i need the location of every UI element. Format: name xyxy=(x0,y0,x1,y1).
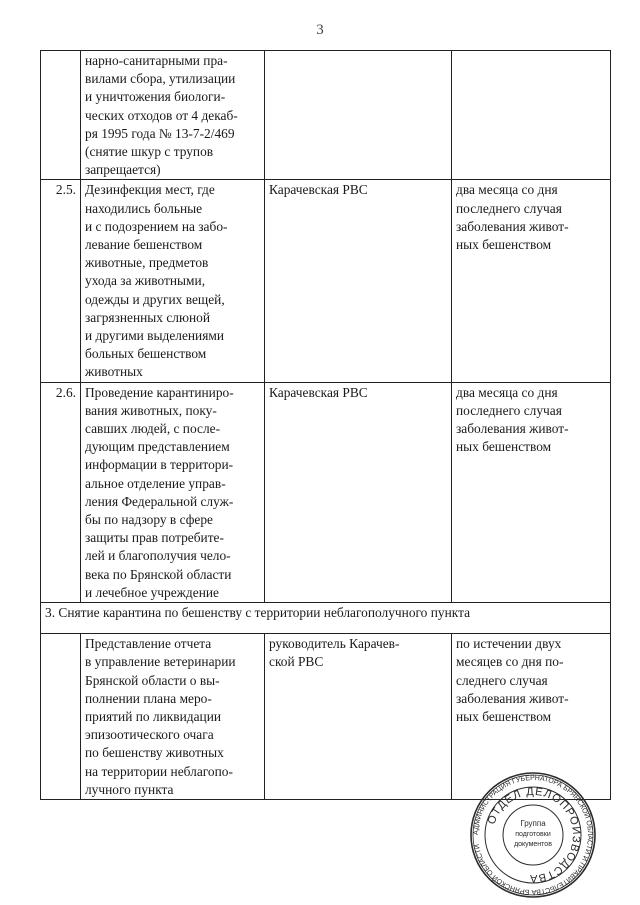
seal-center-line: Группа xyxy=(520,819,546,828)
deadline-cell: два месяца со дня последнего случая заболевания живот- ных бешенством xyxy=(452,382,611,602)
deadline-cell xyxy=(452,51,611,180)
responsible-cell: Карачевская РВС xyxy=(265,180,452,382)
deadline-cell: два месяца со дня последнего случая заболевания живот- ных бешенством xyxy=(452,180,611,382)
seal-center-line: документов xyxy=(514,841,552,848)
table-row xyxy=(41,382,611,602)
responsible-cell: руководитель Карачев- ской РВС xyxy=(265,634,452,800)
responsible-cell: Карачевская РВС xyxy=(265,382,452,602)
seal-inner-text: ОТДЕЛ ДЕЛОПРОИЗВОДСТВА xyxy=(485,785,583,885)
row-number: 2.5. xyxy=(41,180,81,382)
measures-table xyxy=(40,50,611,800)
measure-cell: Проведение карантиниро- вания животных, поку- савших людей, с после- дующим представлением информации в территори- альное отделение управ- ления Федеральной служ- бы по надзору в сфере защиты прав потребите- лей и благополучия чело- века по Брянской области и лечебное учреждение xyxy=(81,382,265,602)
row-number: 2.6. xyxy=(41,382,81,602)
table-row xyxy=(41,51,611,180)
seal-outer-text: АДМИНИСТРАЦИЯ ГУБЕРНАТОРА БРЯНСКОЙ ОБЛАСТИ И ПРАВИТЕЛЬСТВА БРЯНСКОЙ ОБЛАСТИ xyxy=(472,774,594,896)
row-number xyxy=(41,51,81,180)
table-row xyxy=(41,180,611,382)
section-row xyxy=(41,603,611,634)
measure-cell: нарно-санитарными пра- вилами сбора, утилизации и уничтожения биологи- ческих отходов от 4 декаб- ря 1995 года № 13-7-2/469 (снятие шкур с трупов запрещается) xyxy=(81,51,265,180)
measure-cell: Дезинфекция мест, где находились больные и с подозрением на забо- левание бешенством животные, предметов ухода за животными, одежды и других вещей, загрязненных слюной и другими выделениями больных бешенством животных xyxy=(81,180,265,382)
page-number: 3 xyxy=(316,22,324,38)
deadline-cell: по истечении двух месяцев со дня по- следнего случая заболевания живот- ных бешенством xyxy=(452,634,611,800)
seal-center-line: подготовки xyxy=(515,831,551,838)
section-heading: 3. Снятие карантина по бешенству с территории неблагополучного пункта xyxy=(41,603,611,634)
row-number xyxy=(41,634,81,800)
seal-stamp xyxy=(468,770,598,900)
responsible-cell xyxy=(265,51,452,180)
measure-cell: Представление отчета в управление ветеринарии Брянской области о вы- полнении плана меро- приятий по ликвидации эпизоотического очага по бешенству животных на территории неблагопо- лучного пункта xyxy=(81,634,265,800)
